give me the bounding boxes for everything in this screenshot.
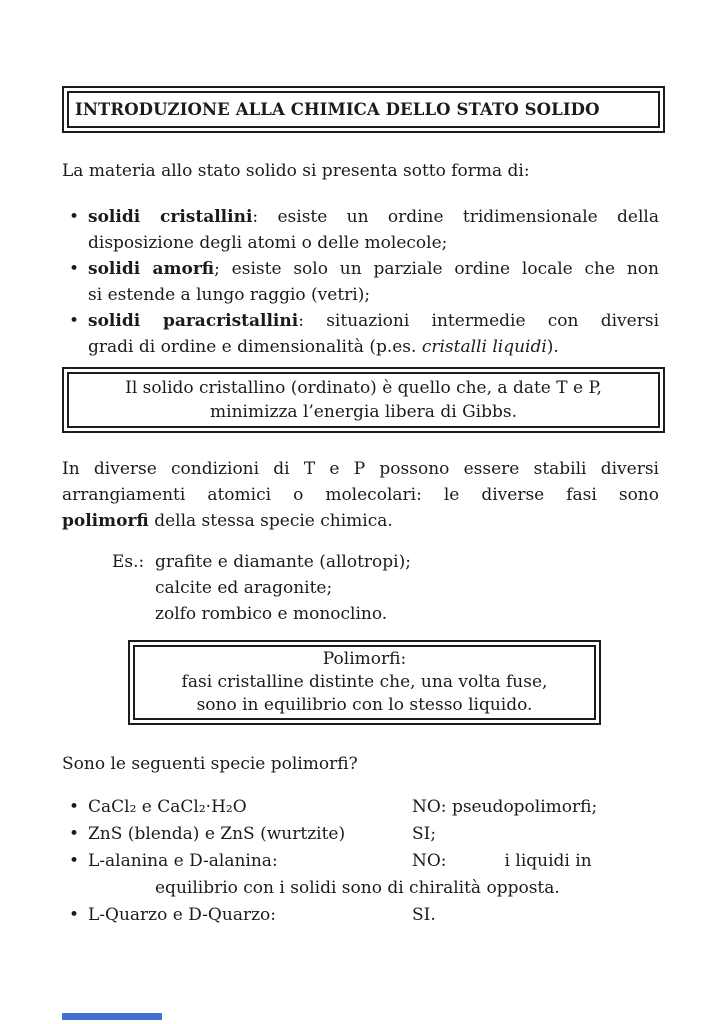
polymorph-box-line2: fasi cristalline distinte che, una volta fuse, (181, 672, 548, 692)
bullet-icon: • (69, 905, 80, 925)
qa-item-text: L-Quarzo e D-Quarzo: (88, 905, 276, 925)
paragraph-line2: arrangiamenti atomici o molecolari: le diverse fasi sono (62, 485, 659, 505)
term-bold: solidi cristallini (88, 207, 253, 227)
page-title: INTRODUZIONE ALLA CHIMICA DELLO STATO SOLIDO (75, 100, 600, 119)
term-bold: solidi amorfi (88, 259, 215, 279)
paragraph-line1: In diverse condizioni di T e P possono essere stabili diversi (62, 459, 659, 479)
item-text: disposizione degli atomi o delle molecole; (88, 233, 448, 253)
bullet-icon: • (69, 851, 80, 871)
gibbs-box (62, 367, 665, 433)
intro-paragraph: La materia allo stato solido si presenta sotto forma di: (62, 161, 530, 181)
qa-answer-text: NO: pseudopolimorfi; (412, 797, 598, 817)
item-text-italic: cristalli liquidi (421, 337, 547, 357)
item-text: : situazioni intermedie con diversi (298, 311, 660, 331)
polymorph-box-line3: sono in equilibrio con lo stesso liquido. (196, 695, 533, 715)
bullet-icon: • (69, 311, 80, 331)
question-paragraph: Sono le seguenti specie polimorfi? (62, 754, 358, 774)
list-item-amorfi-line1 (62, 256, 659, 282)
bullet-icon: • (69, 207, 80, 227)
qa-row-zns (62, 821, 665, 848)
bullet-icon: • (69, 797, 80, 817)
page-content (0, 86, 725, 929)
examples-label: Es.: (112, 552, 145, 572)
qa-answer-extra-text: i liquidi in (504, 851, 592, 871)
item-text: ; esiste solo un parziale ordine locale che non (214, 259, 659, 279)
item-text: : esiste un ordine tridimensionale della (252, 207, 659, 227)
gibbs-box-line2: minimizza l’energia libera di Gibbs. (210, 402, 517, 422)
example-line: grafite e diamante (allotropi); (155, 552, 411, 572)
example-line: zolfo rombico e monoclino. (155, 604, 388, 624)
list-item-paracristallini-line2 (62, 334, 659, 360)
polymorph-definition-box-inner (133, 645, 596, 720)
list-item-amorfi-line2 (62, 282, 659, 308)
paragraph-text: della stessa specie chimica. (148, 511, 393, 531)
footer-progress-bar (62, 1013, 162, 1020)
paragraph-line3 (62, 508, 659, 534)
qa-row-quarzo (62, 902, 665, 929)
example-line: calcite ed aragonite; (155, 578, 333, 598)
gibbs-box-line1: Il solido cristallino (ordinato) è quello che, a date T e P, (125, 378, 602, 398)
qa-item-text: L-alanina e D-alanina: (88, 851, 278, 871)
bullet-icon: • (69, 824, 80, 844)
qa-list (62, 794, 665, 929)
item-text: si estende a lungo raggio (vetri); (88, 285, 371, 305)
list-item-cristallini-line2 (62, 230, 659, 256)
qa-row-cacl2 (62, 794, 665, 821)
title-box-inner (67, 91, 660, 128)
term-bold: solidi paracristallini (88, 311, 299, 331)
crystal-types-list (62, 204, 665, 360)
bullet-icon: • (69, 259, 80, 279)
qa-item-text: ZnS (blenda) e ZnS (wurtzite) (88, 824, 346, 844)
list-item-cristallini-line1 (62, 204, 659, 230)
qa-answer-text: SI; (412, 824, 437, 844)
polymorph-box-line1: Polimorfi: (322, 649, 407, 669)
examples-lines (155, 549, 411, 627)
polymorph-definition-box (128, 640, 601, 725)
item-text: gradi di ordine e dimensionalità (p.es. (88, 337, 422, 357)
qa-row-alanina (62, 848, 665, 875)
qa-answer-text: SI. (412, 905, 436, 925)
item-text: ). (546, 337, 559, 357)
qa-continuation-line: equilibrio con i solidi sono di chiralità opposta. (155, 878, 560, 898)
examples-block (112, 549, 665, 627)
gibbs-box-inner (67, 372, 660, 428)
polimorfi-bold: polimorfi (62, 511, 149, 531)
list-item-paracristallini-line1 (62, 308, 659, 334)
qa-item-text: CaCl₂ e CaCl₂·H₂O (88, 797, 247, 817)
qa-answer-text: NO: (412, 851, 447, 871)
polymorph-paragraph (62, 456, 665, 534)
title-box (62, 86, 665, 133)
